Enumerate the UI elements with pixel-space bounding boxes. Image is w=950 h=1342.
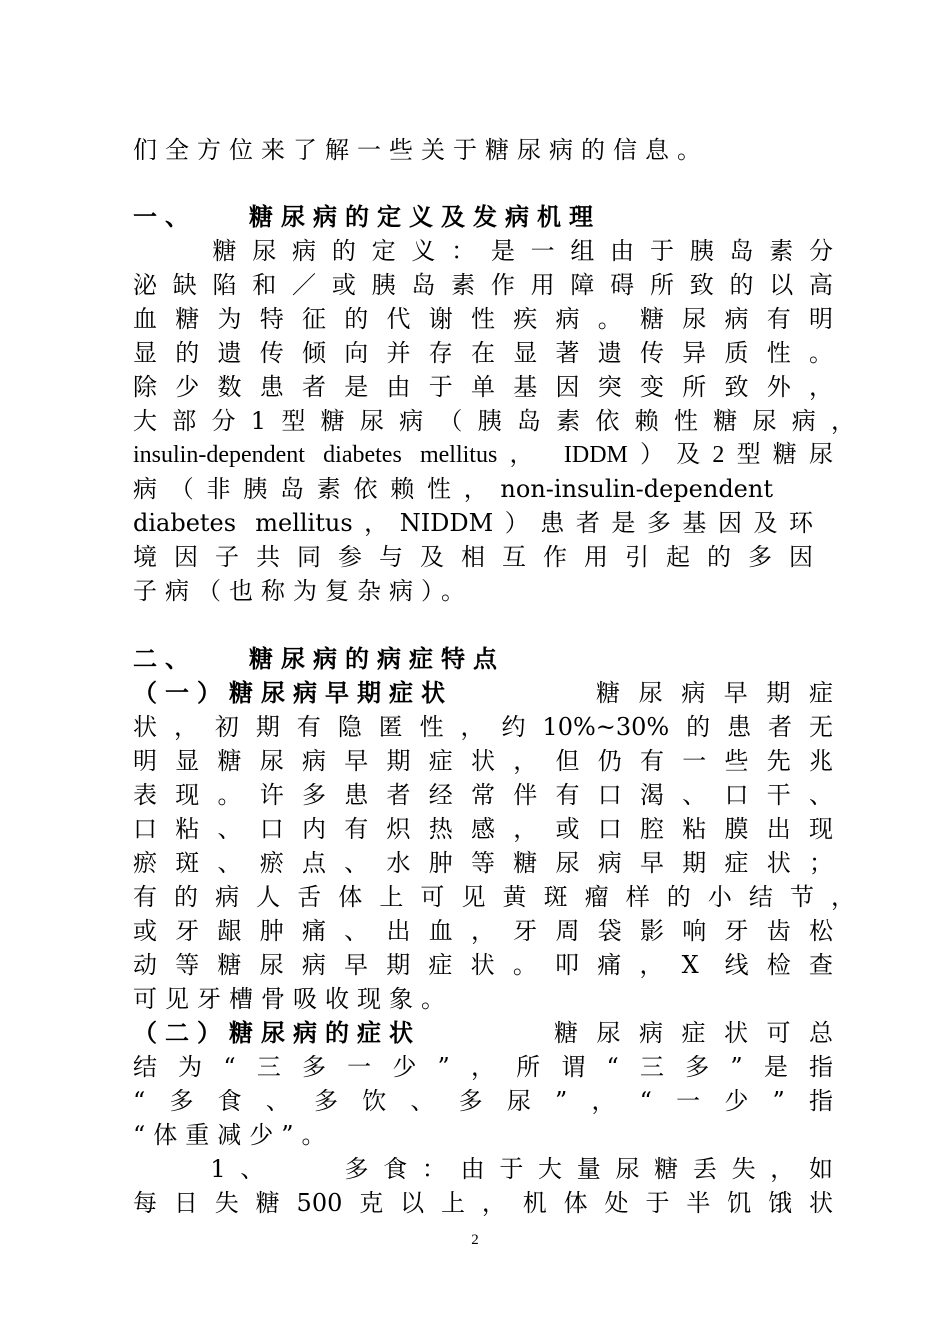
text-line: 除少数患者是由于单基因突变所致外， bbox=[133, 373, 833, 401]
text-line: 泌缺陷和／或胰岛素作用障碍所致的以高 bbox=[133, 271, 833, 299]
text-line: 血糖为特征的代谢性疾病。糖尿病有明 bbox=[133, 305, 833, 333]
text-line: insulin-dependent diabetes mellitus， IDDM）及2型糖尿 bbox=[133, 442, 833, 468]
text-line: 动等糖尿病早期症状。叩痛，X 线检查 bbox=[133, 951, 833, 979]
text-line: 每日失糖500克以上，机体处于半饥饿状 bbox=[133, 1189, 833, 1217]
page-number: 2 bbox=[471, 1232, 479, 1248]
text-line: 病（非胰岛素依赖性，non-insulin-dependent bbox=[133, 475, 773, 503]
section-heading-2: 二、 糖尿病的病症特点 bbox=[133, 645, 505, 673]
text-line: 结为“三多一少”，所谓“三多”是指 bbox=[133, 1053, 833, 1081]
text-line: 1、 多食：由于大量尿糖丢失，如 bbox=[133, 1155, 833, 1183]
text-line: 糖尿病早期症 bbox=[596, 679, 833, 707]
text-line: 口粘、口内有炽热感，或口腔粘膜出现 bbox=[133, 815, 833, 843]
text-line: “多食、多饮、多尿”，“一少”指 bbox=[133, 1087, 833, 1115]
text-line: 状，初期有隐匿性，约10%~30%的患者无 bbox=[133, 713, 833, 741]
text-line: 表现。许多患者经常伴有口渴、口干、 bbox=[133, 781, 833, 809]
text-line: 糖尿病症状可总 bbox=[554, 1019, 833, 1047]
text-line: “体重减少”。 bbox=[133, 1121, 334, 1149]
subsection-heading-symptoms: （二）糖尿病的症状 bbox=[133, 1019, 421, 1047]
text-line: 糖尿病的定义：是一组由于胰岛素分 bbox=[133, 237, 833, 265]
text-line: 子病（也称为复杂病）。 bbox=[133, 577, 473, 605]
text-line: 可见牙槽骨吸收现象。 bbox=[133, 985, 453, 1013]
text-line: 们全方位来了解一些关于糖尿病的信息。 bbox=[133, 136, 709, 164]
text-line: 境因子共同参与及相互作用引起的多因 bbox=[133, 543, 813, 571]
text-line: diabetes mellitus，NIDDM）患者是多基因及环 bbox=[133, 509, 813, 537]
subsection-heading-early-symptoms: （一）糖尿病早期症状 bbox=[133, 679, 453, 707]
text-line: 有的病人舌体上可见黄斑瘤样的小结节， bbox=[133, 883, 855, 911]
text-line: 明显糖尿病早期症状，但仍有一些先兆 bbox=[133, 747, 833, 775]
text-line: 瘀斑、瘀点、水肿等糖尿病早期症状； bbox=[133, 849, 833, 877]
text-line: 显的遗传倾向并存在显著遗传异质性。 bbox=[133, 339, 833, 367]
section-heading-1: 一、 糖尿病的定义及发病机理 bbox=[133, 203, 601, 231]
text-line: 或牙龈肿痛、出血，牙周袋影响牙齿松 bbox=[133, 917, 833, 945]
text-line: 大部分1型糖尿病（胰岛素依赖性糖尿病， bbox=[133, 407, 855, 435]
